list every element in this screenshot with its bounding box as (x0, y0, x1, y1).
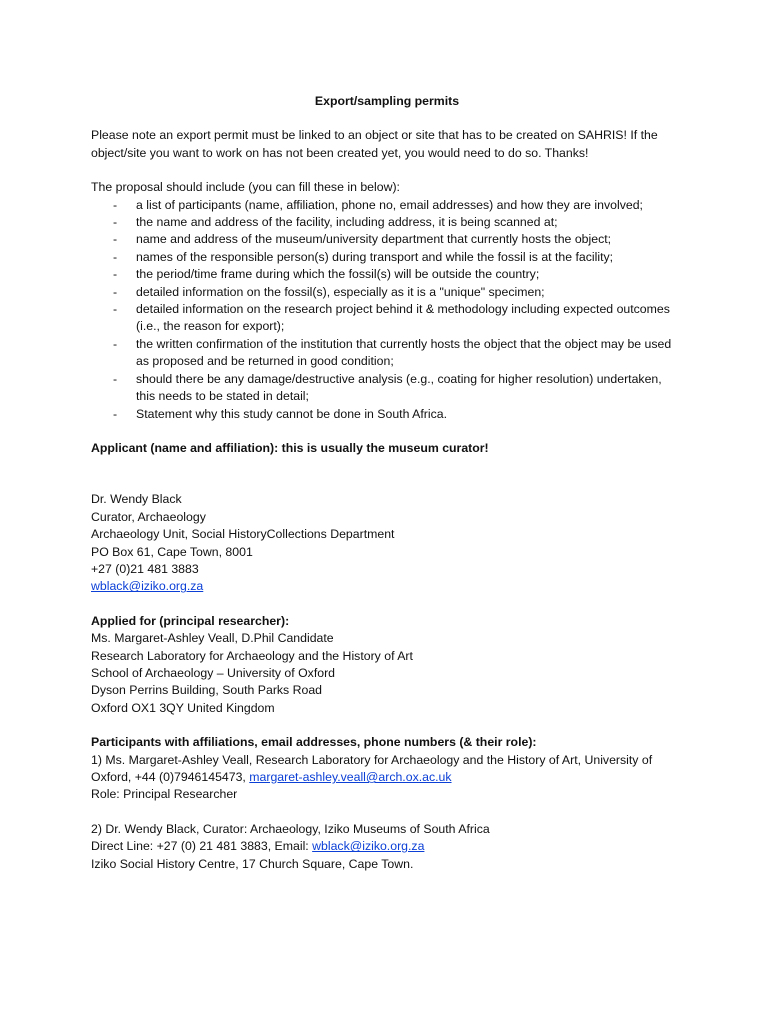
list-item (91, 197, 683, 214)
participant-2: 2) Dr. Wendy Black, Curator: Archaeology, Iziko Museums of South Africa (91, 821, 490, 836)
participant-2-email-link[interactable]: wblack@iziko.org.za (312, 839, 425, 854)
list-item-text: detailed information on the fossil(s), especially as it is a "unique" specimen; (136, 284, 545, 299)
list-item (91, 336, 683, 371)
bullet-dash: - (113, 284, 118, 299)
researcher-name: Ms. Margaret-Ashley Veall, D.Phil Candidate (91, 631, 334, 646)
applicant-phone: +27 (0)21 481 3883 (91, 561, 199, 576)
participant-2-contact (91, 838, 683, 855)
spacer (91, 474, 683, 491)
participant-1-email-link[interactable]: margaret-ashley.veall@arch.ox.ac.uk (249, 770, 452, 784)
intro-paragraph: Please note an export permit must be linked to an object or site that has to be created on SAHRIS! If the object/site you want to work on has not been created yet, you would need to do so. Thanks! (91, 128, 658, 160)
list-item (91, 231, 683, 248)
participant-1-text: 1) Ms. Margaret-Ashley Veall, Research Laboratory for Archaeology and the History of Art, University of Oxford, +44 (0)7946145473, (91, 752, 653, 784)
list-item (91, 371, 683, 406)
document-body (91, 93, 683, 890)
applicant-name: Dr. Wendy Black (91, 492, 182, 507)
list-item-text: detailed information on the research project behind it & methodology including expected outcomes (i.e., the reason for export); (136, 302, 670, 334)
list-item (91, 266, 683, 283)
bullet-dash: - (113, 267, 118, 282)
list-item (91, 249, 683, 266)
bullet-dash: - (113, 232, 118, 247)
list-item-text: names of the responsible person(s) during transport and while the fossil is at the facility; (136, 249, 614, 264)
applied-for-heading: Applied for (principal researcher): (91, 613, 290, 628)
applicant-block (91, 491, 683, 595)
spacer (91, 457, 683, 474)
bullet-dash: - (113, 249, 118, 264)
applicant-address: PO Box 61, Cape Town, 8001 (91, 544, 253, 559)
applicant-department: Archaeology Unit, Social HistoryCollections Department (91, 527, 395, 542)
list-item (91, 406, 683, 423)
list-item (91, 284, 683, 301)
page-title: Export/sampling permits (314, 94, 460, 108)
researcher-city: Oxford OX1 3QY United Kingdom (91, 700, 275, 715)
participant-2-address: Iziko Social History Centre, 17 Church Square, Cape Town. (91, 856, 414, 871)
bullet-dash: - (113, 336, 118, 351)
bullet-dash: - (113, 371, 118, 386)
applied-for-block (91, 613, 683, 717)
list-item (91, 301, 683, 336)
applicant-heading: Applicant (name and affiliation): this is usually the museum curator! (91, 440, 489, 455)
participant-2-direct: Direct Line: +27 (0) 21 481 3883, Email: (91, 839, 313, 854)
researcher-lab: Research Laboratory for Archaeology and the History of Art (91, 648, 413, 663)
bullet-dash: - (113, 302, 118, 317)
participants-block (91, 734, 683, 804)
applicant-email-link[interactable]: wblack@iziko.org.za (91, 579, 204, 594)
list-item (91, 214, 683, 231)
participant-2-block (91, 821, 683, 873)
researcher-building: Dyson Perrins Building, South Parks Road (91, 683, 323, 698)
researcher-school: School of Archaeology – University of Oxford (91, 665, 336, 680)
list-item-text: a list of participants (name, affiliation, phone no, email addresses) and how they are involved; (136, 197, 643, 212)
bullet-dash: - (113, 197, 118, 212)
list-item-text: should there be any damage/destructive analysis (e.g., coating for higher resolution) undertaken, this needs to be stated in detail; (136, 371, 662, 404)
list-item-text: the written confirmation of the institution that currently hosts the object that the object may be used as proposed and be returned in good condition; (136, 336, 672, 369)
proposal-heading: The proposal should include (you can fill these in below): (91, 180, 400, 195)
proposal-list (91, 197, 683, 423)
bullet-dash: - (113, 406, 118, 421)
list-item-text: the period/time frame during which the fossil(s) will be outside the country; (136, 267, 540, 282)
list-item-text: Statement why this study cannot be done in South Africa. (136, 406, 448, 421)
bullet-dash: - (113, 215, 118, 230)
applicant-title: Curator, Archaeology (91, 509, 206, 524)
participants-heading: Participants with affiliations, email addresses, phone numbers (& their role): (91, 735, 537, 750)
list-item-text: the name and address of the facility, including address, it is being scanned at; (136, 215, 558, 230)
participant-1 (91, 752, 683, 787)
participant-1-role: Role: Principal Researcher (91, 787, 238, 802)
list-item-text: name and address of the museum/university department that currently hosts the object; (136, 232, 612, 247)
